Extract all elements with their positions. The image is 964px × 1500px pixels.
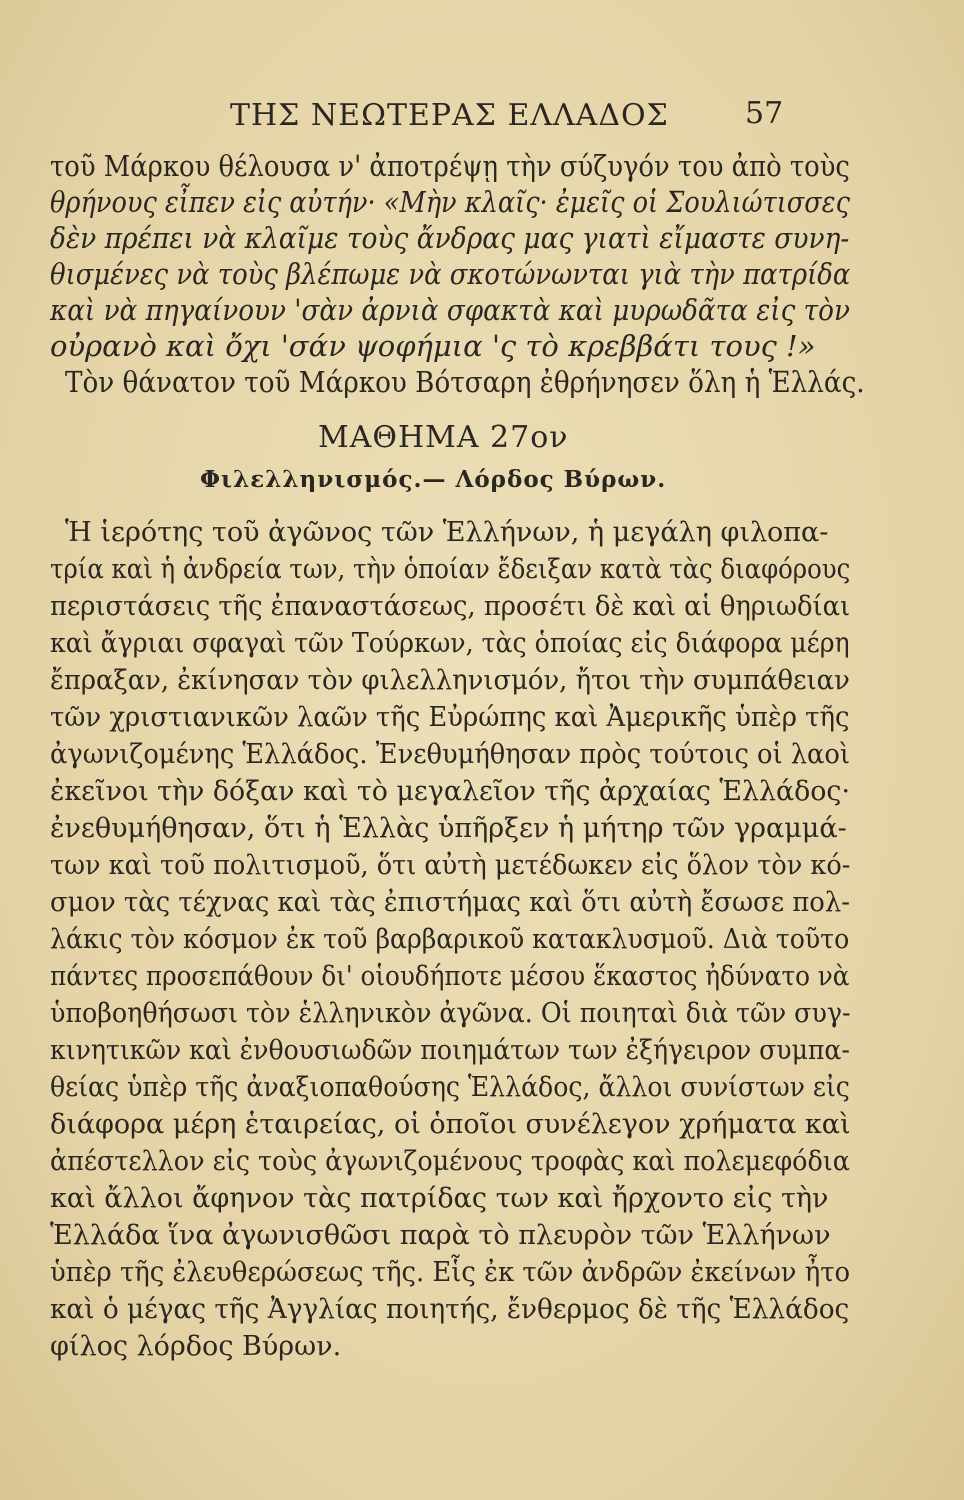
text-line: ἐνεθυμήθησαν, ὅτι ἡ Ἑλλὰς ὑπῆρξεν ἡ μήτηρ τῶν γραμμά- (50, 813, 847, 844)
lesson-body (50, 515, 851, 1385)
text-line: κινητικῶν καὶ ἐνθουσιωδῶν ποιημάτων των ἐξήγειρον συμπα- (50, 1035, 850, 1066)
text-line: οὐρανὸ καὶ ὄχι 'σάν ψοφήμια 'ς τὸ κρεββάτι τους !» (50, 329, 816, 363)
running-header (230, 98, 830, 142)
text-line: τοῦ Μάρκου θέλουσα ν' ἀποτρέψῃ τὴν σύζυγόν του ἀπὸ τοὺς (50, 149, 850, 183)
text-line: Τὸν θάνατον τοῦ Μάρκου Βότσαρη ἐθρήνησεν ὅλη ἡ Ἑλλάς. (65, 365, 865, 399)
text-line: δὲν πρέπει νὰ κλαῖμε τοὺς ἄνδρας μας γιατὶ εἴμαστε συνη- (50, 221, 850, 255)
text-line: ἐκεῖνοι τὴν δόξαν καὶ τὸ μεγαλεῖον τῆς ἀρχαίας Ἑλλάδος· (50, 776, 850, 807)
text-line: θείας ὑπὲρ τῆς ἀναξιοπαθούσης Ἑλλάδος, ἄλλοι συνίστων εἰς (50, 1072, 850, 1103)
text-line: καὶ ὁ μέγας τῆς Ἀγγλίας ποιητής, ἔνθερμος δὲ τῆς Ἑλλάδος (50, 1294, 850, 1325)
page-number: 57 (745, 96, 784, 131)
running-title: ΤΗΣ ΝΕΩΤΕΡΑΣ ΕΛΛΑΔΟΣ (230, 98, 669, 133)
text-line: ὑπὲρ τῆς ἐλευθερώσεως τῆς. Εἷς ἐκ τῶν ἀνδρῶν ἐκείνων ἦτο (50, 1257, 851, 1288)
text-line: πάντες προσεπάθουν δι' οἱουδήποτε μέσου ἕκαστος ἠδύνατο νὰ (50, 961, 850, 992)
text-line: Ἑλλάδα ἵνα ἀγωνισθῶσι παρὰ τὸ πλευρὸν τῶν Ἑλλήνων (50, 1220, 831, 1251)
text-line: ἔπραξαν, ἐκίνησαν τὸν φιλελληνισμόν, ἤτοι τὴν συμπάθειαν (50, 665, 850, 696)
text-line: καὶ ἄλλοι ἄφηνον τὰς πατρίδας των καὶ ἤρχοντο εἰς τὴν (50, 1183, 829, 1214)
text-line: τῶν χριστιανικῶν λαῶν τῆς Εὐρώπης καὶ Ἀμερικῆς ὑπὲρ τῆς (50, 702, 850, 733)
lesson-subtitle: Φιλελληνισμός.— Λόρδος Βύρων. (200, 466, 667, 493)
text-line: των καὶ τοῦ πολιτισμοῦ, ὅτι αὐτὴ μετέδωκεν εἰς ὅλον τὸν κό- (50, 850, 851, 881)
text-line: διάφορα μέρη ἑταιρείας, οἱ ὁποῖοι συνέλεγον χρήματα καὶ (50, 1109, 851, 1140)
text-line: φίλος λόρδος Βύρων. (50, 1331, 342, 1362)
intro-paragraph (50, 148, 865, 399)
text-line: καὶ ἄγριαι σφαγαὶ τῶν Τούρκων, τὰς ὁποίας εἰς διάφορα μέρη (50, 628, 850, 659)
lesson-title: ΜΑΘΗΜΑ 27ον (318, 420, 569, 455)
text-line: ὑποβοηθήσωσι τὸν ἑλληνικὸν ἀγῶνα. Οἱ ποιηταὶ διὰ τῶν συγ- (50, 998, 851, 1029)
text-line: θισμένες νὰ τοὺς βλέπωμε νὰ σκοτώνωνται γιὰ τὴν πατρίδα (50, 257, 851, 291)
text-line: θρήνους εἶπεν εἰς αὐτήν· «Μὴν κλαῖς· ἐμεῖς οἱ Σουλιώτισσες (50, 185, 850, 219)
text-line: Ἡ ἱερότης τοῦ ἀγῶνος τῶν Ἑλλήνων, ἡ μεγάλη φιλοπα- (65, 517, 829, 548)
text-line: λάκις τὸν κόσμον ἐκ τοῦ βαρβαρικοῦ κατακλυσμοῦ. Διὰ τοῦτο (50, 924, 850, 955)
text-line: περιστάσεις τῆς ἐπαναστάσεως, προσέτι δὲ καὶ αἱ θηριωδίαι (50, 591, 851, 622)
text-line: τρία καὶ ἡ ἀνδρεία των, τὴν ὁποίαν ἔδειξαν κατὰ τὰς διαφόρους (50, 554, 851, 585)
text-line: ἀγωνιζομένης Ἑλλάδος. Ἐνεθυμήθησαν πρὸς τούτοις οἱ λαοὶ (50, 739, 850, 770)
text-line: σμον τὰς τέχνας καὶ τὰς ἐπιστήμας καὶ ὅτι αὐτὴ ἔσωσε πολ- (50, 887, 850, 918)
text-line: καὶ νὰ πηγαίνουν 'σὰν ἀρνιὰ σφακτὰ καὶ μυρωδᾶτα εἰς τὸν (50, 293, 850, 327)
text-line: ἀπέστελλον εἰς τοὺς ἀγωνιζομένους τροφὰς καὶ πολεμεφόδια (50, 1146, 850, 1177)
